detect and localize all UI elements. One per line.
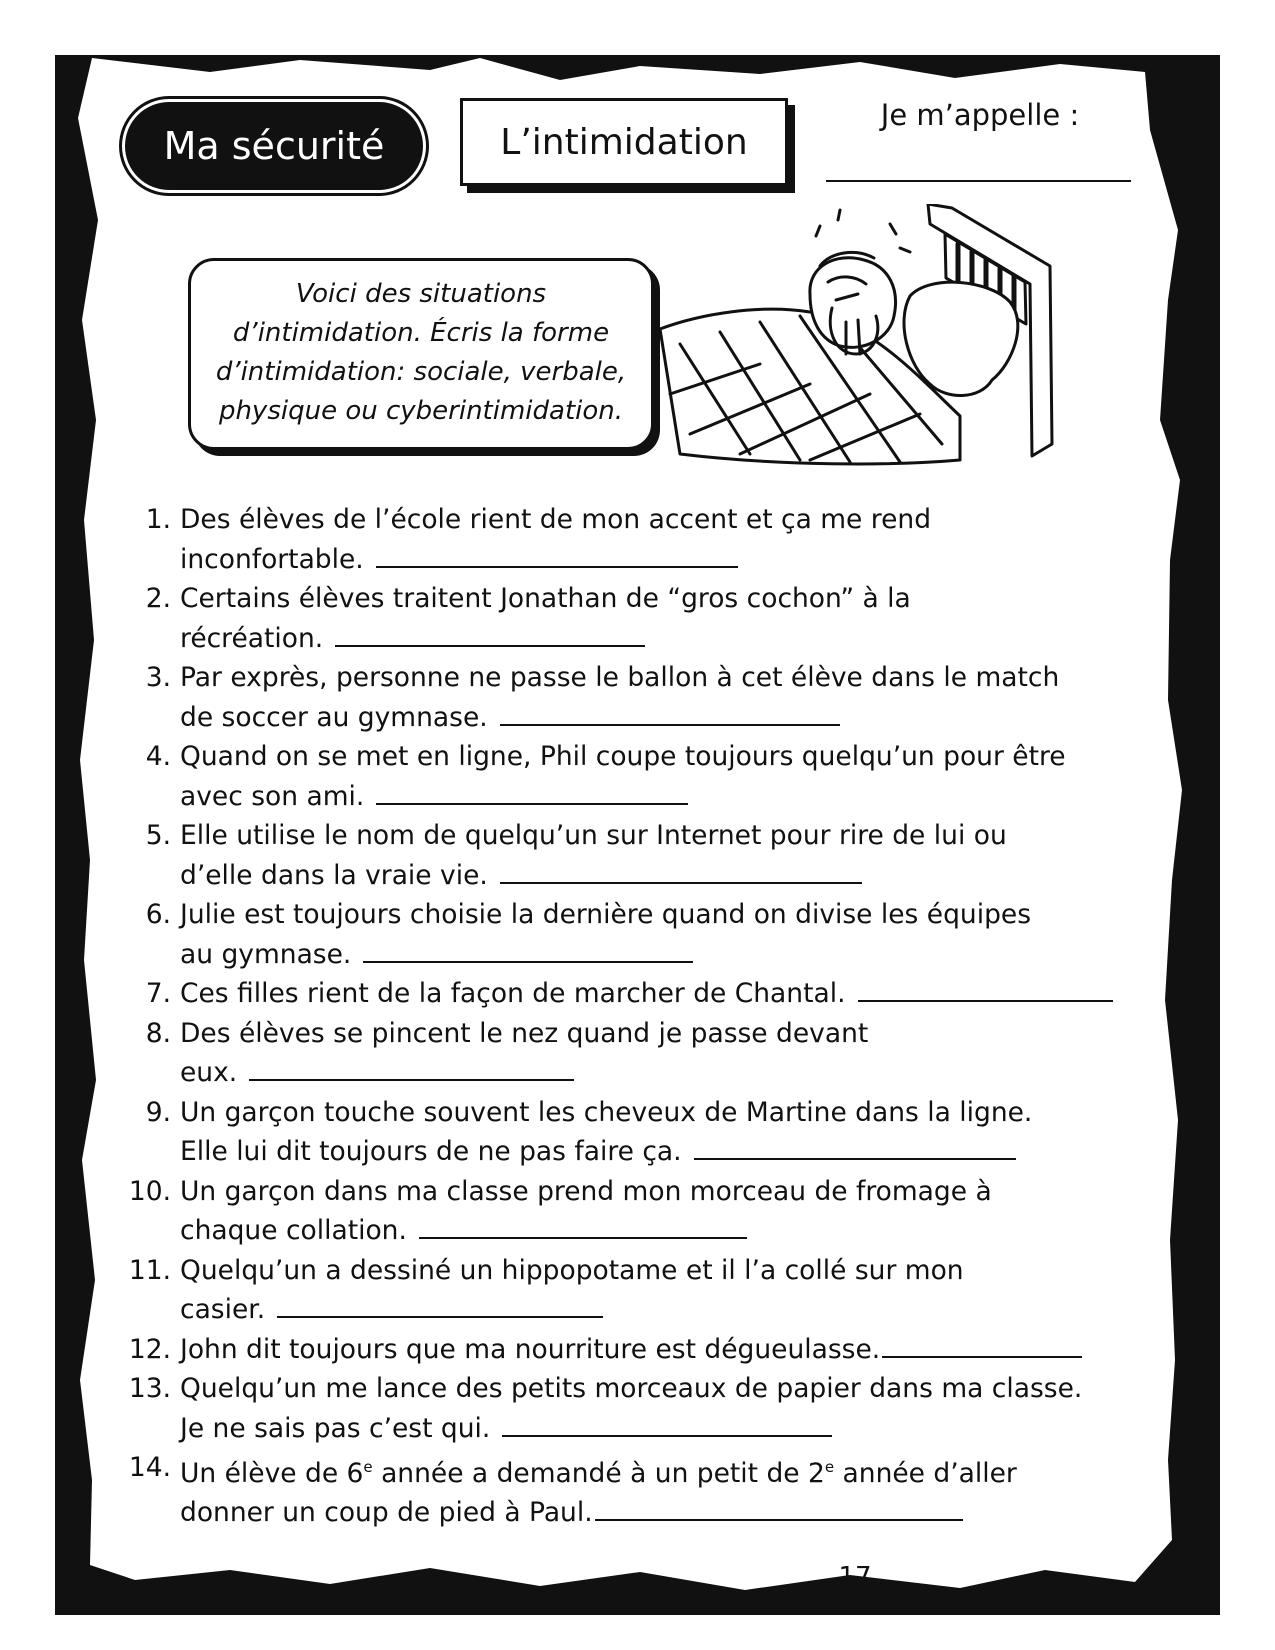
question-text: Elle lui dit toujours de ne pas faire ça. <box>180 1136 682 1167</box>
question-text: Je ne sais pas c’est qui. <box>180 1412 491 1444</box>
question-text: Certains élèves traitent Jonathan de “gros cochon” à la <box>180 583 911 614</box>
question-item <box>115 500 1165 579</box>
question-number: 6. <box>145 899 171 930</box>
question-number: 11. <box>128 1254 171 1286</box>
question-text: Des élèves de l’école rient de mon accent et ça me rend <box>180 504 932 535</box>
question-number: 1. <box>145 504 171 535</box>
question-text: Un garçon touche souvent les cheveux de Martine dans la ligne. <box>180 1096 1033 1128</box>
question-item <box>115 1330 1165 1370</box>
question-item <box>115 658 1165 737</box>
question-text: Quand on se met en ligne, Phil coupe toujours quelqu’un pour être <box>180 741 1066 772</box>
question-text: Julie est toujours choisie la dernière quand on divise les équipes <box>180 899 1032 930</box>
page-number: 17 <box>838 1562 872 1592</box>
question-text: Un garçon dans ma classe prend mon morceau de fromage à <box>180 1175 992 1207</box>
answer-blank[interactable] <box>376 781 688 805</box>
question-number: 2. <box>145 583 171 614</box>
question-text-part: Un élève de 6 <box>180 1457 364 1489</box>
question-item <box>115 1448 1165 1533</box>
question-text: Quelqu’un me lance des petits morceaux de papier dans ma classe. <box>180 1373 1083 1404</box>
question-text-part: année a demandé à un petit de 2 <box>372 1457 825 1489</box>
question-item <box>115 895 1165 974</box>
answer-blank[interactable] <box>500 860 862 884</box>
answer-blank[interactable] <box>502 1413 832 1437</box>
question-text: Ces filles rient de la façon de marcher de Chantal. <box>180 978 846 1009</box>
answer-blank[interactable] <box>249 1057 574 1081</box>
instructions-box <box>188 258 654 450</box>
question-text: John dit toujours que ma nourriture est dégueulasse. <box>180 1333 881 1365</box>
ordinal-superscript: e <box>824 1458 835 1476</box>
answer-blank[interactable] <box>419 1215 747 1239</box>
question-number: 13. <box>128 1373 171 1404</box>
question-number: 5. <box>145 820 171 851</box>
question-item <box>115 1014 1165 1093</box>
question-number: 12. <box>128 1333 171 1365</box>
question-item <box>115 1172 1165 1251</box>
answer-blank[interactable] <box>363 939 693 963</box>
question-text: chaque collation. <box>180 1215 407 1246</box>
answer-blank[interactable] <box>277 1294 603 1318</box>
instructions-line: d’intimidation: sociale, verbale, <box>215 357 627 387</box>
answer-blank[interactable] <box>694 1136 1016 1160</box>
question-item <box>115 579 1165 658</box>
answer-blank[interactable] <box>882 1334 1082 1358</box>
question-number: 10. <box>128 1175 171 1207</box>
question-text: au gymnase. <box>180 938 352 970</box>
question-text: Par exprès, personne ne passe le ballon à cet élève dans le match <box>180 662 1060 693</box>
question-number: 14. <box>128 1452 171 1483</box>
question-text: donner un coup de pied à Paul. <box>180 1497 593 1529</box>
question-item <box>115 737 1165 816</box>
topic-title: L’intimidation <box>460 98 788 186</box>
subject-title: Ma sécurité <box>125 102 423 190</box>
answer-blank[interactable] <box>595 1497 963 1521</box>
instructions-line: d’intimidation. Écris la forme <box>232 318 610 348</box>
question-text: Quelqu’un a dessiné un hippopotame et il l’a collé sur mon <box>180 1254 964 1286</box>
question-text: de soccer au gymnase. <box>180 701 488 733</box>
instructions-line: Voici des situations <box>295 279 547 309</box>
question-text: avec son ami. <box>180 780 365 812</box>
question-item <box>115 974 1165 1014</box>
question-text: inconfortable. <box>180 543 364 575</box>
question-item <box>115 816 1165 895</box>
question-text <box>180 1448 1017 1493</box>
crying-child-in-bed-illustration <box>660 204 1110 474</box>
question-number: 4. <box>145 741 171 772</box>
question-text-part: année d’aller <box>834 1457 1017 1489</box>
answer-blank[interactable] <box>335 623 645 647</box>
question-text: eux. <box>180 1057 238 1088</box>
answer-blank[interactable] <box>376 544 738 568</box>
question-text: d’elle dans la vraie vie. <box>180 859 488 891</box>
question-number: 7. <box>145 978 171 1009</box>
answer-blank[interactable] <box>500 702 840 726</box>
name-label: Je m’appelle : <box>880 98 1080 132</box>
question-item <box>115 1251 1165 1330</box>
question-item <box>115 1369 1165 1448</box>
question-number: 9. <box>145 1096 171 1128</box>
answer-blank[interactable] <box>858 978 1113 1002</box>
question-number: 3. <box>145 662 171 693</box>
name-blank[interactable] <box>826 180 1131 182</box>
question-list <box>115 500 1165 1533</box>
question-text: Des élèves se pincent le nez quand je passe devant <box>180 1017 869 1049</box>
instructions-line: physique ou cyberintimidation. <box>218 396 624 426</box>
question-number: 8. <box>145 1017 171 1049</box>
question-text: récréation. <box>180 622 324 654</box>
ordinal-superscript: e <box>363 1458 373 1476</box>
question-text: casier. <box>180 1294 266 1325</box>
question-item <box>115 1093 1165 1172</box>
question-text: Elle utilise le nom de quelqu’un sur Internet pour rire de lui ou <box>180 820 1007 851</box>
